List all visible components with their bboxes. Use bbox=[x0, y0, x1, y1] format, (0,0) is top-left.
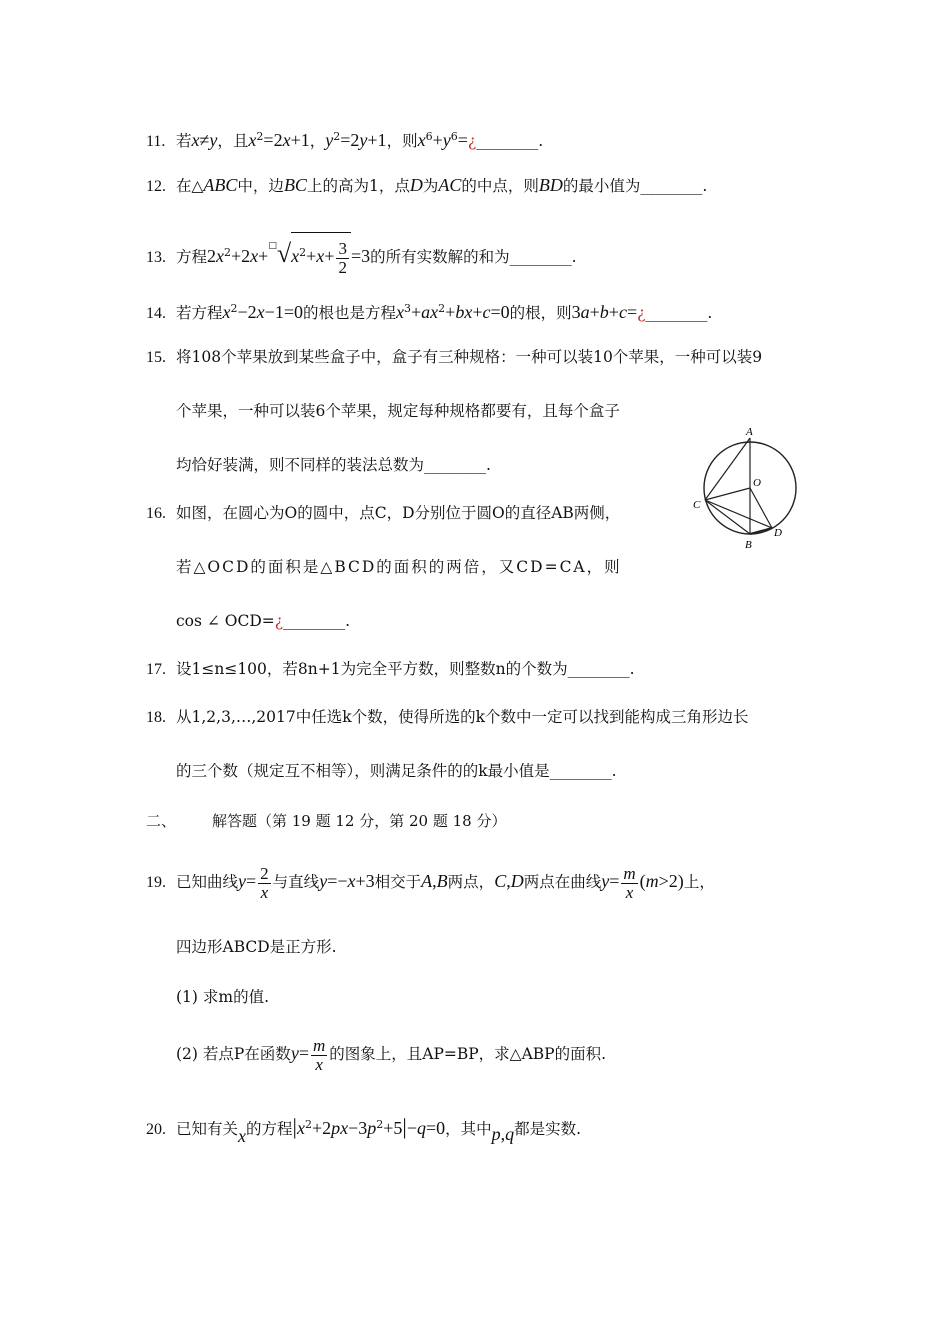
label-c: C bbox=[693, 499, 701, 511]
segment-od bbox=[750, 488, 772, 528]
question-13: 13. 方程$2x^2+2x+^□√x^2+x+$ $\frac{3}{2}$ =3的所有实数解的和为________. bbox=[146, 222, 577, 282]
question-16-line-3: cos ∠ OCD=¿________. bbox=[176, 612, 351, 630]
question-number: 13. bbox=[146, 249, 166, 266]
question-number: 16. bbox=[146, 505, 166, 522]
question-15-line-1: 15. 将108个苹果放到某些盒子中，盒子有三种规格：一种可以装10个苹果，一种可以装9 bbox=[146, 344, 762, 371]
question-11: 11. 若x≠y，且$x^2=2x+1$，$y^2=2y+1$，则$x^6+y^6=¿\_\_\_\_\_\_\_\_$. bbox=[146, 124, 543, 155]
segment-cd bbox=[705, 500, 772, 528]
question-number: 20. bbox=[146, 1121, 166, 1139]
label-d: D bbox=[774, 527, 782, 539]
question-19-line-2: 四边形ABCD是正方形. bbox=[176, 938, 337, 956]
label-o: O bbox=[753, 477, 761, 489]
answer-blank: ________ bbox=[645, 304, 708, 323]
circle-diagram bbox=[690, 424, 805, 554]
question-18-line-1: 18. 从1,2,3,…,2017中任选k个数，使得所选的k个数中一定可以找到能构成三角形边长 bbox=[146, 704, 749, 731]
question-number: 17. bbox=[146, 661, 166, 678]
question-15-line-2: 个苹果，一种可以装6个苹果，规定每种规格都要有，且每个盒子 bbox=[176, 402, 620, 420]
question-16-line-2: 若△OCD的面积是△BCD的面积的两倍，又CD=CA，则 bbox=[176, 558, 622, 576]
answer-blank: ________ bbox=[567, 660, 630, 678]
question-19-part-1: (1) 求m的值. bbox=[176, 988, 270, 1006]
section-heading: 二、 解答题（第 19 题 12 分，第 20 题 18 分） bbox=[146, 812, 507, 830]
question-20: 20. 已知有关x的方程$|x^2+2px-3p^2+5|-q=0$，其中p,q都是实数. bbox=[146, 1114, 582, 1147]
question-number: 15. bbox=[146, 349, 166, 366]
question-number: 11. bbox=[146, 133, 166, 151]
question-number: 18. bbox=[146, 709, 166, 726]
question-number: 12. bbox=[146, 178, 166, 195]
question-18-line-2: 的三个数（规定互不相等），则满足条件的的k最小值是________. bbox=[176, 762, 617, 780]
label-a: A bbox=[746, 426, 753, 438]
question-17: 17. 设1≤n≤100，若8n+1为完全平方数，则整数n的个数为________. bbox=[146, 656, 635, 683]
question-number: 14. bbox=[146, 305, 166, 323]
question-15-line-3: 均恰好装满，则不同样的装法总数为________. bbox=[176, 456, 491, 474]
answer-blank: ________ bbox=[549, 762, 612, 780]
answer-blank: ________ bbox=[476, 132, 539, 151]
answer-blank: ________ bbox=[640, 177, 703, 195]
question-12: 12. 在△ABC中，边BC上的高为1，点D为AC的中点，则BD的最小值为________. bbox=[146, 172, 707, 200]
question-19-part-2: (2) 若点P在函数y= $\frac{m}{x}$ 的图象上，且AP=BP，求△ABP的面积. bbox=[176, 1035, 607, 1074]
answer-blank: ________ bbox=[283, 612, 346, 630]
answer-blank: ________ bbox=[509, 248, 572, 266]
label-b: B bbox=[745, 539, 752, 551]
question-14: 14. 若方程$x^2-2x-1=0$的根也是方程$x^3+ax^2+bx+c=0$的根，则3a+b+c=¿________. bbox=[146, 296, 712, 327]
question-19-line-1: 19. 已知曲线y= $\frac{2}{x}$ 与直线y=−x+3相交于A,B两点，C,D两点在曲线y= $\frac{m}{x}$ (m>2)上， bbox=[146, 858, 715, 906]
answer-blank: ________ bbox=[424, 456, 487, 474]
question-number: 19. bbox=[146, 874, 166, 891]
question-16-line-1: 16. 如图，在圆心为O的圆中，点C，D分别位于圆O的直径AB两侧， bbox=[146, 500, 620, 527]
